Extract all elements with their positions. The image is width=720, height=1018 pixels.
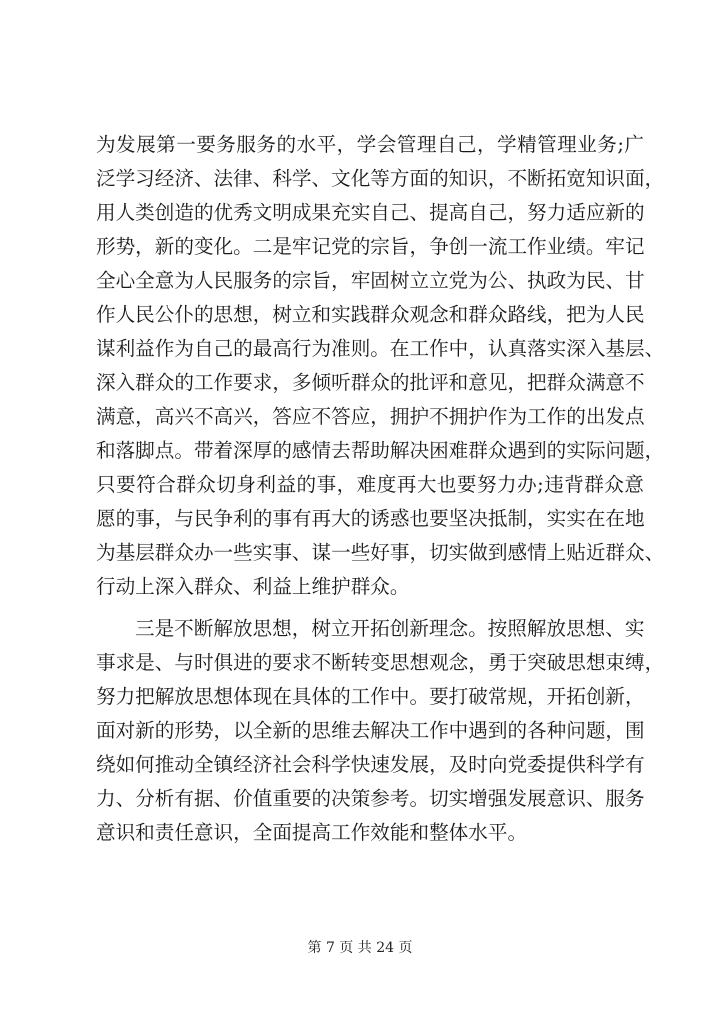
text-line: 为发展第一要务服务的水平，学会管理自己，学精管理业务;广 <box>96 133 644 156</box>
paragraph-1 <box>96 128 665 604</box>
text-line: 努力把解放思想体现在具体的工作中。要打破常规，开拓创新， <box>96 685 645 708</box>
text-line: 只要符合群众切身利益的事，难度再大也要努力办;违背群众意 <box>96 473 644 496</box>
text-line: 面对新的形势，以全新的思维去解决工作中遇到的各种问题，围 <box>96 719 645 742</box>
text-line: 意识和责任意识，全面提高工作效能和整体水平。 <box>96 821 528 844</box>
paragraph-2 <box>96 612 665 850</box>
text-line: 行动上深入群众、利益上维护群众。 <box>96 575 410 598</box>
text-line: 力、分析有据、价值重要的决策参考。切实增强发展意识、服务 <box>96 787 645 810</box>
text-line: 深入群众的工作要求，多倾听群众的批评和意见，把群众满意不 <box>96 371 645 394</box>
text-line: 泛学习经济、法律、科学、文化等方面的知识，不断拓宽知识面， <box>96 167 665 190</box>
text-line: 谋利益作为自己的最高行为准则。在工作中，认真落实深入基层、 <box>96 337 665 360</box>
text-line: 和落脚点。带着深厚的感情去帮助解决困难群众遇到的实际问题， <box>96 439 665 462</box>
text-line: 三是不断解放思想，树立开拓创新理念。按照解放思想、实 <box>135 617 645 640</box>
text-line: 绕如何推动全镇经济社会科学快速发展，及时向党委提供科学有 <box>96 753 645 776</box>
text-line: 用人类创造的优秀文明成果充实自己、提高自己，努力适应新的 <box>96 201 645 224</box>
text-line: 为基层群众办一些实事、谋一些好事，切实做到感情上贴近群众、 <box>96 541 665 564</box>
text-line: 愿的事，与民争利的事有再大的诱惑也要坚决抵制，实实在在地 <box>96 507 645 530</box>
text-line: 满意，高兴不高兴，答应不答应，拥护不拥护作为工作的出发点 <box>96 405 645 428</box>
page-number-footer: 第 7 页 共 24 页 <box>307 940 413 956</box>
text-line: 事求是、与时俱进的要求不断转变思想观念，勇于突破思想束缚， <box>96 651 665 674</box>
text-line: 形势，新的变化。二是牢记党的宗旨，争创一流工作业绩。牢记 <box>96 235 645 258</box>
text-line: 全心全意为人民服务的宗旨，牢固树立立党为公、执政为民、甘 <box>96 269 645 292</box>
text-line: 作人民公仆的思想，树立和实践群众观念和群众路线，把为人民 <box>96 303 645 326</box>
